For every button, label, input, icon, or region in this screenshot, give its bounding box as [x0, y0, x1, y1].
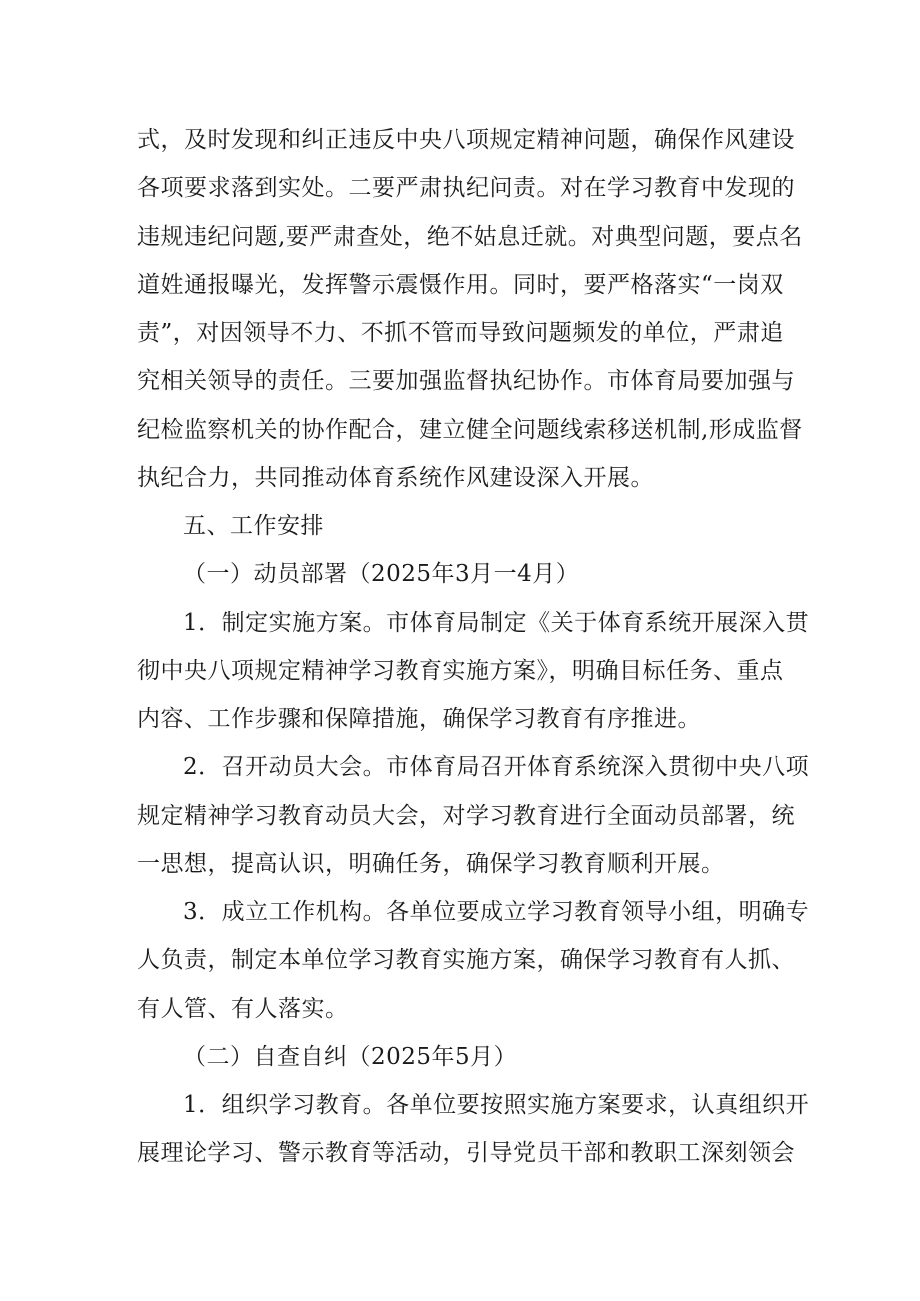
text-line: 执纪合力，共同推动体育系统作风建设深入开展。 — [137, 465, 654, 491]
text-line: 道姓通报曝光，发挥警示震慑作用。同时，要严格落实“一岗双 — [137, 272, 784, 298]
subsection-heading: （二）自查自纠（2025年5月） — [183, 1044, 518, 1070]
text-line: 人负责，制定本单位学习教育实施方案，确保学习教育有人抓、 — [137, 947, 795, 973]
text-line: 3．成立工作机构。各单位要成立学习教育领导小组，明确专 — [183, 899, 810, 925]
text-line: 究相关领导的责任。三要加强监督执纪协作。市体育局要加强与 — [137, 368, 795, 394]
text-line: 式，及时发现和纠正违反中央八项规定精神问题，确保作风建设 — [137, 127, 795, 153]
text-line: 内容、工作步骤和保障措施，确保学习教育有序推进。 — [137, 706, 701, 732]
text-line: 一思想，提高认识，明确任务，确保学习教育顺利开展。 — [137, 851, 725, 877]
section-heading: 五、工作安排 — [183, 513, 324, 539]
text-line: 彻中央八项规定精神学习教育实施方案》，明确目标任务、重点 — [137, 658, 784, 684]
text-line: 违规违纪问题,要严肃查处，绝不姑息迁就。对典型问题，要点名 — [137, 224, 803, 250]
text-line: 1．制定实施方案。市体育局制定《关于体育系统开展深入贯 — [183, 610, 810, 636]
text-line: 责”，对因领导不力、不抓不管而导致问题频发的单位，严肃追 — [137, 320, 784, 346]
text-line: 2．召开动员大会。市体育局召开体育系统深入贯彻中央八项 — [183, 754, 810, 780]
text-line: 展理论学习、警示教育等活动，引导党员干部和教职工深刻领会 — [137, 1140, 795, 1166]
text-line: 纪检监察机关的协作配合，建立健全问题线索移送机制,形成监督 — [137, 417, 803, 443]
subsection-heading: （一）动员部署（2025年3月一4月） — [183, 561, 580, 587]
text-line: 1．组织学习教育。各单位要按照实施方案要求，认真组织开 — [183, 1092, 810, 1118]
text-line: 有人管、有人落实。 — [137, 996, 349, 1022]
text-line: 各项要求落到实处。二要严肃执纪问责。对在学习教育中发现的 — [137, 175, 795, 201]
text-line: 规定精神学习教育动员大会，对学习教育进行全面动员部署，统 — [137, 803, 795, 829]
